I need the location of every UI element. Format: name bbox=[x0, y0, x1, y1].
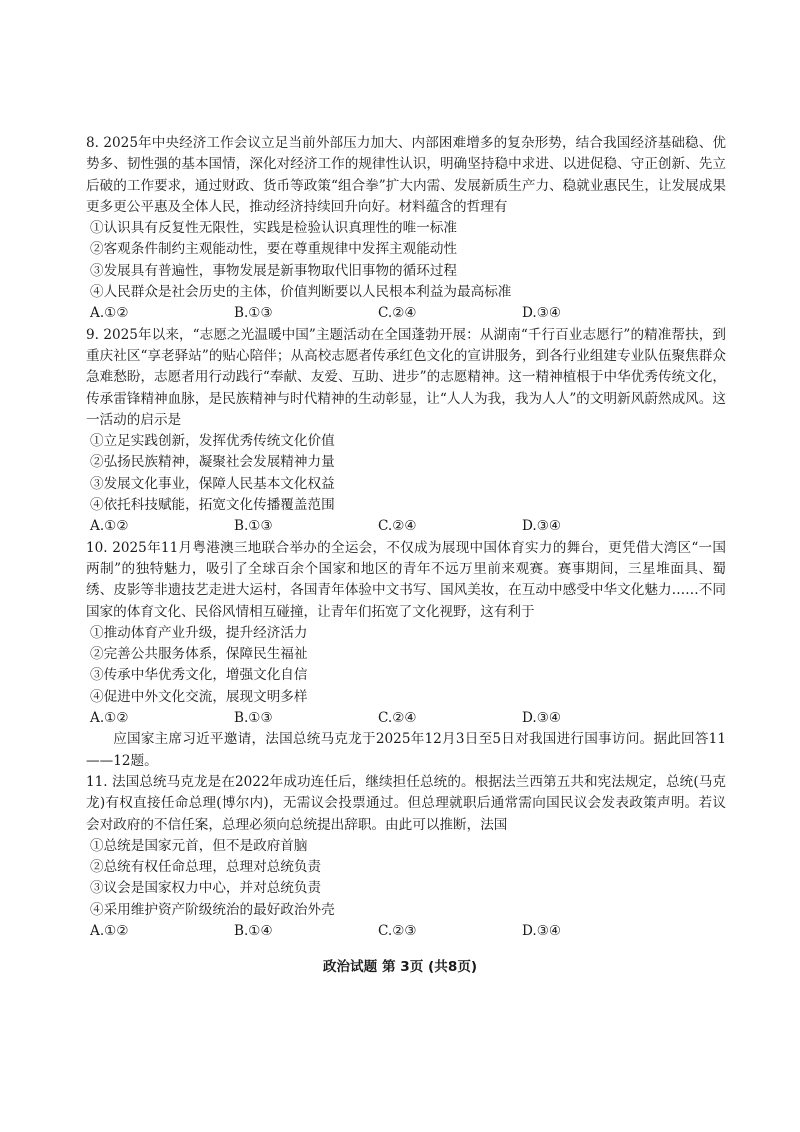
question-stem: 9. 2025年以来，“志愿之光温暖中国”主题活动在全国蓬勃开展：从湖南“千行百业志愿行”的精准帮扶，到重庆社区“享老驿站”的贴心陪伴；从高校志愿者传承红色文化的宣讲服务，到各行业组建专业队伍聚焦群众急难愁盼，志愿者用行动践行“奉献、友爱、互助、进步”的志愿精神。这一精神植根于中华优秀传统文化，传承雷锋精神血脉，是民族精神与时代精神的生动彰显，让“人人为我，我为人人”的文明新风蔚然成风。这一活动的启示是 bbox=[86, 326, 726, 428]
question-10 bbox=[86, 538, 726, 730]
page-footer: 政治试题 第 3页 (共8页) bbox=[322, 959, 478, 975]
choice-d: D.③④ bbox=[522, 710, 562, 727]
question-stem: 11. 法国总统马克龙是在2022年成功连任后，继续担任总统的。根据法兰西第五共和宪法规定，总统(马克龙)有权直接任命总理(博尔内)，无需议会投票通过。但总理就职后通常需向国民议会发表政策声明。若议会对政府的不信任案，总理必须向总统提出辞职。由此可以推断，法国 bbox=[86, 773, 726, 833]
choice-b: B.①③ bbox=[234, 305, 273, 322]
choice-c: C.②④ bbox=[378, 518, 417, 535]
choice-c: C.②④ bbox=[378, 305, 417, 322]
choice-b: B.①③ bbox=[234, 518, 273, 535]
question-stem: 10. 2025年11月粤港澳三地联合举办的全运会，不仅成为展现中国体育实力的舞台，更凭借大湾区“一国两制”的独特魅力，吸引了全球百余个国家和地区的青年不远万里前来观赛。赛事期间，三星堆面具、蜀绣、皮影等非遗技艺走进大运村，各国青年体验中文书写、国风美妆，在互动中感受中华文化魅力……不同国家的体育文化、民俗风情相互碰撞，让青年们拓宽了文化视野，这有利于 bbox=[86, 539, 726, 620]
option-3: ③发展具有普遍性，事物发展是新事物取代旧事物的循环过程 bbox=[90, 262, 458, 279]
option-2: ②完善公共服务体系，保障民生福祉 bbox=[90, 646, 308, 663]
option-1: ①推动体育产业升级，提升经济活力 bbox=[90, 624, 308, 641]
option-4: ④采用维护资产阶级统治的最好政治外壳 bbox=[90, 901, 335, 918]
material-intro: 应国家主席习近平邀请，法国总统马克龙于2025年12月3日至5日对我国进行国事访问。据此回答11——12题。 bbox=[86, 731, 726, 769]
answer-choices bbox=[86, 921, 726, 942]
option-4: ④人民群众是社会历史的主体，价值判断要以人民根本利益为最高标准 bbox=[90, 284, 512, 301]
choice-b: B.①③ bbox=[234, 710, 273, 727]
question-8 bbox=[86, 133, 726, 325]
choice-d: D.③④ bbox=[522, 518, 562, 535]
choice-c: C.②③ bbox=[378, 922, 417, 939]
option-1: ①认识具有反复性无限性，实践是检验认识真理性的唯一标准 bbox=[90, 220, 458, 237]
option-1: ①立足实践创新，发挥优秀传统文化价值 bbox=[90, 433, 335, 450]
option-2: ②客观条件制约主观能动性，要在尊重规律中发挥主观能动性 bbox=[90, 241, 458, 258]
option-3: ③传承中华优秀文化，增强文化自信 bbox=[90, 667, 308, 684]
option-3: ③发展文化事业，保障人民基本文化权益 bbox=[90, 475, 335, 492]
option-4: ④依托科技赋能，拓宽文化传播覆盖范围 bbox=[90, 497, 335, 514]
answer-choices bbox=[86, 516, 726, 537]
question-area bbox=[86, 133, 726, 942]
choice-a: A.①② bbox=[90, 710, 129, 727]
option-2: ②弘扬民族精神，凝聚社会发展精神力量 bbox=[90, 454, 335, 471]
answer-choices bbox=[86, 303, 726, 324]
choice-c: C.②④ bbox=[378, 710, 417, 727]
choice-d: D.③④ bbox=[522, 922, 562, 939]
question-stem: 8. 2025年中央经济工作会议立足当前外部压力加大、内部困难增多的复杂形势，结合我国经济基础稳、优势多、韧性强的基本国情，深化对经济工作的规律性认识，明确坚持稳中求进、以进促稳、守正创新、先立后破的工作要求，通过财政、货币等政策“组合拳”扩大内需、发展新质生产力、稳就业惠民生，让发展成果更多更公平惠及全体人民，推动经济持续回升向好。材料蕴含的哲理有 bbox=[86, 135, 726, 215]
question-11 bbox=[86, 772, 726, 942]
answer-choices bbox=[86, 708, 726, 729]
choice-d: D.③④ bbox=[522, 305, 562, 322]
choice-a: A.①② bbox=[90, 922, 129, 939]
option-2: ②总统有权任命总理，总理对总统负责 bbox=[90, 859, 322, 876]
choice-a: A.①② bbox=[90, 305, 129, 322]
question-9 bbox=[86, 325, 726, 538]
choice-b: B.①④ bbox=[234, 922, 273, 939]
option-4: ④促进中外文化交流，展现文明多样 bbox=[90, 688, 308, 705]
option-1: ①总统是国家元首，但不是政府首脑 bbox=[90, 837, 308, 854]
choice-a: A.①② bbox=[90, 518, 129, 535]
option-3: ③议会是国家权力中心，并对总统负责 bbox=[90, 880, 322, 897]
